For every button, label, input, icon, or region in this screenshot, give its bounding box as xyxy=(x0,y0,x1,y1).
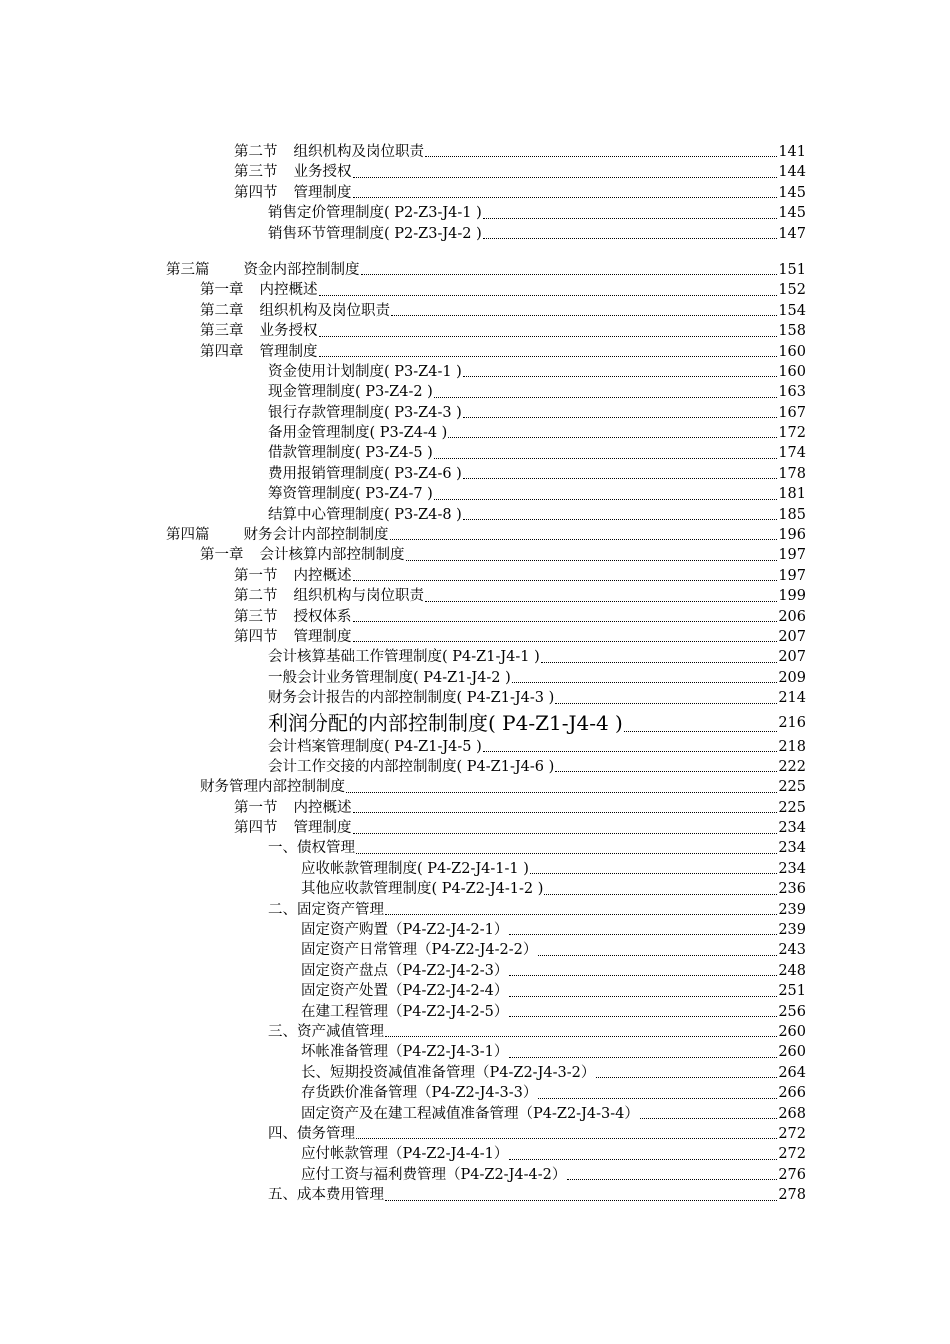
toc-entry-title: 固定资产盘点（P4-Z2-J4-2-3） xyxy=(301,962,509,979)
dot-leader xyxy=(509,1016,777,1017)
dot-leader xyxy=(391,315,777,316)
toc-page-number: 160 xyxy=(778,343,806,360)
toc-entry-title: 二、固定资产管理 xyxy=(268,901,384,918)
toc-page-number: 264 xyxy=(778,1064,806,1081)
table-of-contents xyxy=(0,142,950,1206)
dot-leader xyxy=(434,499,777,500)
toc-entry[interactable] xyxy=(0,777,806,797)
toc-page-number: 163 xyxy=(778,384,806,401)
toc-page-number: 272 xyxy=(778,1125,806,1142)
toc-page-number: 251 xyxy=(778,983,806,1000)
dot-leader xyxy=(361,274,778,275)
dot-leader xyxy=(483,751,778,752)
toc-entry-title: 财务会计内部控制制度 xyxy=(243,527,389,544)
dot-leader xyxy=(463,478,777,479)
toc-entry[interactable] xyxy=(0,981,806,1001)
dot-leader xyxy=(640,1118,777,1119)
toc-entry-title: 三、资产减值管理 xyxy=(268,1024,384,1040)
toc-entry-title: 管理制度 xyxy=(259,343,318,360)
toc-entry[interactable] xyxy=(0,342,806,362)
toc-entry-title: 管理制度 xyxy=(293,628,352,645)
dot-leader xyxy=(385,1036,777,1037)
toc-entry-number: 第二节 xyxy=(234,588,278,605)
dot-leader xyxy=(555,771,777,772)
toc-page-number: 236 xyxy=(778,881,806,898)
dot-leader xyxy=(509,1057,777,1058)
toc-entry-number: 第二节 xyxy=(234,143,278,160)
toc-entry[interactable] xyxy=(0,607,806,627)
toc-page-number: 276 xyxy=(778,1166,806,1183)
toc-entry[interactable] xyxy=(0,1104,806,1124)
toc-entry[interactable] xyxy=(0,940,806,960)
toc-page-number: 222 xyxy=(778,758,806,775)
toc-entry[interactable] xyxy=(0,224,806,244)
toc-page-number: 158 xyxy=(778,323,806,340)
toc-entry-number: 第四篇 xyxy=(166,527,210,544)
dot-leader xyxy=(353,641,778,642)
toc-entry-title: 五、成本费用管理 xyxy=(268,1187,384,1204)
dot-leader xyxy=(624,731,777,732)
dot-leader xyxy=(509,975,777,976)
toc-entry-number: 第二章 xyxy=(200,302,244,319)
dot-leader xyxy=(538,955,777,956)
toc-entry-number: 第四章 xyxy=(200,343,244,360)
toc-entry-title: 资金使用计划制度( P3-Z4-1 ) xyxy=(268,363,462,380)
toc-entry[interactable] xyxy=(0,1063,806,1083)
toc-entry-number: 第三节 xyxy=(234,608,278,625)
toc-entry[interactable] xyxy=(0,545,806,565)
toc-page-number: 218 xyxy=(778,738,806,755)
toc-spacer xyxy=(0,244,950,260)
toc-entry-number: 第一节 xyxy=(234,567,278,584)
toc-entry-title: 应付工资与福利费管理（P4-Z2-J4-4-2） xyxy=(301,1166,567,1183)
toc-page-number: 207 xyxy=(778,649,806,666)
toc-entry-title: 利润分配的内部控制制度( P4-Z1-J4-4 ) xyxy=(268,710,623,735)
toc-entry[interactable] xyxy=(0,839,806,859)
toc-page-number: 160 xyxy=(778,363,806,380)
toc-entry[interactable] xyxy=(0,203,806,223)
toc-page-number: 214 xyxy=(778,690,806,707)
toc-entry-title: 备用金管理制度( P3-Z4-4 ) xyxy=(268,425,448,442)
toc-page-number: 154 xyxy=(778,302,806,319)
toc-page-number: 278 xyxy=(778,1187,806,1204)
toc-entry[interactable] xyxy=(0,737,806,757)
toc-entry-title: 组织机构及岗位职责 xyxy=(293,143,424,160)
toc-entry[interactable] xyxy=(0,1185,806,1205)
toc-page-number: 147 xyxy=(778,225,806,242)
dot-leader xyxy=(509,996,777,997)
dot-leader xyxy=(319,356,778,357)
toc-entry-title: 一、债权管理 xyxy=(268,840,355,857)
toc-entry-title: 存货跌价准备管理（P4-Z2-J4-3-3） xyxy=(301,1085,538,1102)
dot-leader xyxy=(434,397,777,398)
toc-page-number: 234 xyxy=(778,820,806,837)
toc-entry-title: 组织机构及岗位职责 xyxy=(259,302,390,319)
toc-entry-title: 内控概述 xyxy=(293,567,352,584)
dot-leader xyxy=(346,792,777,793)
toc-entry-number: 第一章 xyxy=(200,547,244,564)
toc-page-number: 152 xyxy=(778,282,806,299)
toc-page-number: 248 xyxy=(778,962,806,979)
dot-leader xyxy=(509,934,777,935)
dot-leader xyxy=(353,833,778,834)
toc-entry-title: 固定资产及在建工程减值准备管理（P4-Z2-J4-3-4） xyxy=(301,1105,639,1122)
toc-page-number: 185 xyxy=(778,506,806,523)
toc-entry-title: 会计核算基础工作管理制度( P4-Z1-J4-1 ) xyxy=(268,649,540,666)
toc-entry-title: 结算中心管理制度( P3-Z4-8 ) xyxy=(268,506,462,523)
toc-entry-number: 第三章 xyxy=(200,323,244,340)
toc-entry-title: 借款管理制度( P3-Z4-5 ) xyxy=(268,445,433,462)
toc-entry-title: 业务授权 xyxy=(259,323,318,340)
toc-entry[interactable] xyxy=(0,443,806,463)
toc-entry-title: 销售环节管理制度( P2-Z3-J4-2 ) xyxy=(268,225,482,242)
dot-leader xyxy=(406,560,778,561)
dot-leader xyxy=(390,539,778,540)
toc-entry[interactable] xyxy=(0,382,806,402)
toc-page-number: 268 xyxy=(778,1105,806,1122)
toc-entry-title: 管理制度 xyxy=(293,820,352,837)
dot-leader xyxy=(463,519,777,520)
toc-entry[interactable] xyxy=(0,1165,806,1185)
dot-leader xyxy=(555,703,777,704)
dot-leader xyxy=(319,295,778,296)
toc-entry-title: 财务管理内部控制制度 xyxy=(200,779,345,796)
dot-leader xyxy=(530,873,777,874)
toc-entry[interactable] xyxy=(0,961,806,981)
toc-entry[interactable] xyxy=(0,647,806,667)
toc-page-number: 197 xyxy=(778,547,806,564)
toc-entry[interactable] xyxy=(0,859,806,879)
dot-leader xyxy=(567,1179,777,1180)
toc-entry-title: 现金管理制度( P3-Z4-2 ) xyxy=(268,384,433,401)
dot-leader xyxy=(425,601,777,602)
toc-page-number: 260 xyxy=(778,1044,806,1061)
toc-page-number: 145 xyxy=(778,184,806,201)
toc-page-number: 178 xyxy=(778,465,806,482)
dot-leader xyxy=(463,417,777,418)
toc-page-number: 196 xyxy=(778,527,806,544)
toc-entry-title: 在建工程管理（P4-Z2-J4-2-5） xyxy=(301,1003,509,1020)
toc-page-number: 151 xyxy=(778,261,806,278)
toc-page-number: 181 xyxy=(778,486,806,503)
dot-leader xyxy=(353,580,778,581)
toc-page-number: 206 xyxy=(778,608,806,625)
toc-entry-title: 组织机构与岗位职责 xyxy=(293,588,424,605)
dot-leader xyxy=(319,336,778,337)
toc-page-number: 197 xyxy=(778,567,806,584)
toc-entry-title: 固定资产购置（P4-Z2-J4-2-1） xyxy=(301,922,509,939)
toc-page-number: 199 xyxy=(778,588,806,605)
toc-entry[interactable] xyxy=(0,1002,806,1022)
dot-leader xyxy=(385,914,777,915)
toc-entry[interactable] xyxy=(0,260,806,280)
toc-entry[interactable] xyxy=(0,627,806,647)
dot-leader xyxy=(463,376,777,377)
toc-entry-number: 第一章 xyxy=(200,282,244,299)
toc-page-number: 225 xyxy=(778,799,806,816)
toc-entry-title: 固定资产处置（P4-Z2-J4-2-4） xyxy=(301,983,509,1000)
dot-leader xyxy=(512,682,778,683)
toc-entry[interactable] xyxy=(0,423,806,443)
toc-page-number: 209 xyxy=(778,669,806,686)
toc-entry[interactable] xyxy=(0,668,806,688)
toc-entry[interactable] xyxy=(0,1083,806,1103)
dot-leader xyxy=(356,1138,777,1139)
toc-entry[interactable] xyxy=(0,280,806,300)
dot-leader xyxy=(353,621,778,622)
toc-entry-title: 会计档案管理制度( P4-Z1-J4-5 ) xyxy=(268,738,482,755)
dot-leader xyxy=(434,458,777,459)
dot-leader xyxy=(353,812,778,813)
dot-leader xyxy=(448,437,777,438)
toc-entry[interactable] xyxy=(0,321,806,341)
toc-entry[interactable] xyxy=(0,1124,806,1144)
toc-entry[interactable] xyxy=(0,505,806,525)
toc-entry[interactable] xyxy=(0,362,806,382)
toc-page-number: 239 xyxy=(778,901,806,918)
toc-entry-title: 资金内部控制制度 xyxy=(243,261,360,278)
toc-page-number: 172 xyxy=(778,425,806,442)
toc-entry[interactable] xyxy=(0,818,806,838)
toc-entry-number: 第三篇 xyxy=(166,261,210,278)
dot-leader xyxy=(385,1200,777,1201)
toc-page-number: 239 xyxy=(778,922,806,939)
toc-entry-title: 银行存款管理制度( P3-Z4-3 ) xyxy=(268,404,462,421)
toc-entry-number: 第四节 xyxy=(234,628,278,645)
toc-page-number: 207 xyxy=(778,628,806,645)
toc-entry-number: 第四节 xyxy=(234,184,278,201)
toc-page-number: 260 xyxy=(778,1024,806,1040)
toc-page-number: 216 xyxy=(778,714,806,731)
toc-entry[interactable] xyxy=(0,757,806,777)
toc-entry[interactable] xyxy=(0,464,806,484)
toc-page-number: 174 xyxy=(778,445,806,462)
toc-entry-title: 四、债务管理 xyxy=(268,1125,355,1142)
toc-entry-title: 坏帐准备管理（P4-Z2-J4-3-1） xyxy=(301,1044,509,1061)
toc-page-number: 272 xyxy=(778,1146,806,1163)
toc-entry[interactable] xyxy=(0,566,806,586)
dot-leader xyxy=(544,894,777,895)
dot-leader xyxy=(541,662,778,663)
toc-page-number: 256 xyxy=(778,1003,806,1020)
toc-entry-number: 第三节 xyxy=(234,164,278,181)
toc-page-number: 266 xyxy=(778,1085,806,1102)
dot-leader xyxy=(538,1098,777,1099)
toc-entry-title: 应付帐款管理（P4-Z2-J4-4-1） xyxy=(301,1146,509,1163)
dot-leader xyxy=(509,1159,777,1160)
toc-entry[interactable] xyxy=(0,798,806,818)
toc-entry-title: 授权体系 xyxy=(293,608,352,625)
toc-entry-title: 内控概述 xyxy=(293,799,352,816)
dot-leader xyxy=(483,238,778,239)
dot-leader xyxy=(353,177,778,178)
toc-entry[interactable] xyxy=(0,301,806,321)
toc-page-number: 243 xyxy=(778,942,806,959)
toc-entry[interactable] xyxy=(0,900,806,920)
toc-entry-title: 应收帐款管理制度( P4-Z2-J4-1-1 ) xyxy=(301,860,529,877)
toc-entry-number: 第四节 xyxy=(234,820,278,837)
toc-entry[interactable] xyxy=(0,1022,806,1042)
toc-entry-title: 销售定价管理制度( P2-Z3-J4-1 ) xyxy=(268,205,482,222)
toc-entry[interactable] xyxy=(0,183,806,203)
toc-entry-title: 财务会计报告的内部控制制度( P4-Z1-J4-3 ) xyxy=(268,690,555,707)
dot-leader xyxy=(353,197,778,198)
toc-entry-title: 费用报销管理制度( P3-Z4-6 ) xyxy=(268,465,462,482)
toc-page-number: 145 xyxy=(778,205,806,222)
toc-entry-title: 其他应收款管理制度( P4-Z2-J4-1-2 ) xyxy=(301,881,544,898)
toc-entry[interactable] xyxy=(0,709,806,737)
toc-entry[interactable] xyxy=(0,162,806,182)
dot-leader xyxy=(356,853,777,854)
dot-leader xyxy=(596,1077,777,1078)
toc-entry[interactable] xyxy=(0,403,806,423)
toc-entry[interactable] xyxy=(0,142,806,162)
toc-entry-title: 会计核算内部控制制度 xyxy=(259,547,405,564)
toc-entry-title: 筹资管理制度( P3-Z4-7 ) xyxy=(268,486,433,503)
toc-page-number: 144 xyxy=(778,164,806,181)
dot-leader xyxy=(483,218,778,219)
toc-entry[interactable] xyxy=(0,688,806,708)
toc-entry[interactable] xyxy=(0,879,806,899)
toc-entry-title: 固定资产日常管理（P4-Z2-J4-2-2） xyxy=(301,942,538,959)
toc-entry-number: 第一节 xyxy=(234,799,278,816)
toc-page-number: 167 xyxy=(778,404,806,421)
toc-entry-title: 内控概述 xyxy=(259,282,318,299)
toc-entry-title: 一般会计业务管理制度( P4-Z1-J4-2 ) xyxy=(268,669,511,686)
dot-leader xyxy=(425,156,777,157)
toc-page-number: 225 xyxy=(778,779,806,796)
toc-entry[interactable] xyxy=(0,1042,806,1062)
toc-entry[interactable] xyxy=(0,920,806,940)
toc-page-number: 141 xyxy=(778,143,806,160)
toc-entry[interactable] xyxy=(0,586,806,606)
toc-page-number: 234 xyxy=(778,860,806,877)
toc-entry-title: 管理制度 xyxy=(293,184,352,201)
toc-entry[interactable] xyxy=(0,484,806,504)
toc-entry[interactable] xyxy=(0,1144,806,1164)
toc-entry-title: 会计工作交接的内部控制制度( P4-Z1-J4-6 ) xyxy=(268,758,555,775)
toc-page-number: 234 xyxy=(778,840,806,857)
toc-entry-title: 长、短期投资减值准备管理（P4-Z2-J4-3-2） xyxy=(301,1064,596,1081)
toc-entry[interactable] xyxy=(0,525,806,545)
toc-entry-title: 业务授权 xyxy=(293,164,352,181)
